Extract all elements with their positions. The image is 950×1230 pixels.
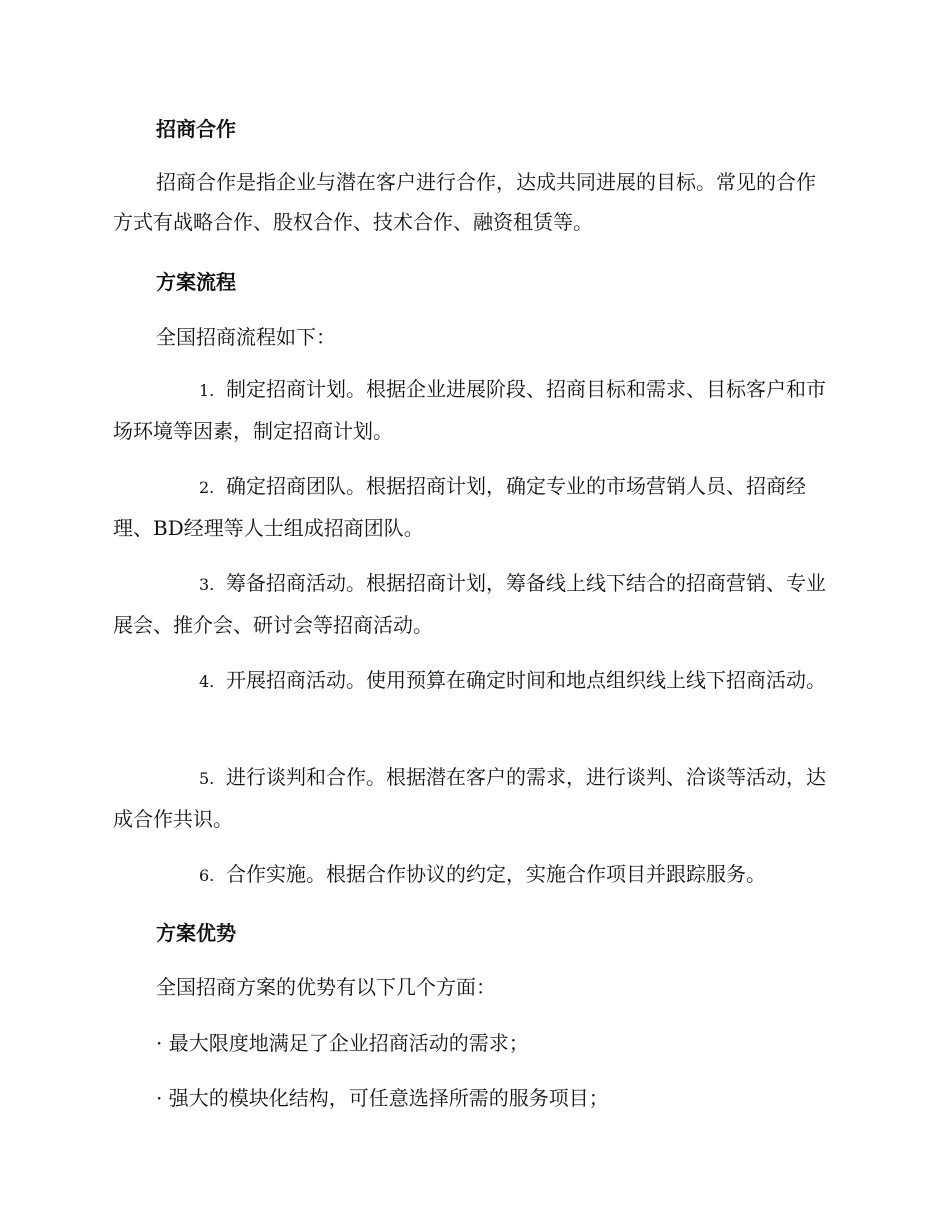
heading-advantages: 方案优势	[156, 921, 236, 945]
process-step	[113, 466, 833, 548]
step-text: 制定招商计划。根据企业进展阶段、招商目标和需求、目标客户和市场环境等因素，制定招商计划。	[113, 377, 826, 443]
step-number: 2.	[199, 478, 215, 497]
step-number: 3.	[199, 575, 215, 594]
process-step	[113, 660, 833, 702]
process-intro: 全国招商流程如下：	[156, 325, 336, 349]
heading-cooperation: 招商合作	[156, 117, 236, 141]
advantages-intro: 全国招商方案的优势有以下几个方面：	[156, 975, 496, 999]
step-text: 确定招商团队。根据招商计划，确定专业的市场营销人员、招商经理、BD经理等人士组成招商团队。	[113, 474, 806, 540]
step-text: 合作实施。根据合作协议的约定，实施合作项目并跟踪服务。	[226, 862, 766, 886]
process-step	[113, 563, 833, 645]
advantage-bullet: · 强大的模块化结构，可任意选择所需的服务项目；	[156, 1086, 609, 1110]
advantage-bullet: · 最大限度地满足了企业招商活动的需求；	[156, 1031, 529, 1055]
process-step	[113, 854, 833, 896]
process-step	[113, 369, 833, 451]
step-number: 1.	[199, 381, 215, 400]
paragraph-cooperation: 招商合作是指企业与潜在客户进行合作，达成共同进展的目标。常见的合作方式有战略合作、股权合作、技术合作、融资租赁等。	[113, 170, 816, 234]
heading-process: 方案流程	[156, 270, 236, 294]
step-number: 4.	[199, 672, 215, 691]
step-text: 进行谈判和合作。根据潜在客户的需求，进行谈判、洽谈等活动，达成合作共识。	[113, 765, 826, 831]
step-number: 6.	[199, 866, 215, 885]
step-number: 5.	[199, 769, 215, 788]
process-step	[113, 757, 833, 839]
step-text: 筹备招商活动。根据招商计划，筹备线上线下结合的招商营销、专业展会、推介会、研讨会等招商活动。	[113, 571, 826, 637]
step-text: 开展招商活动。使用预算在确定时间和地点组织线上线下招商活动。	[226, 668, 826, 692]
